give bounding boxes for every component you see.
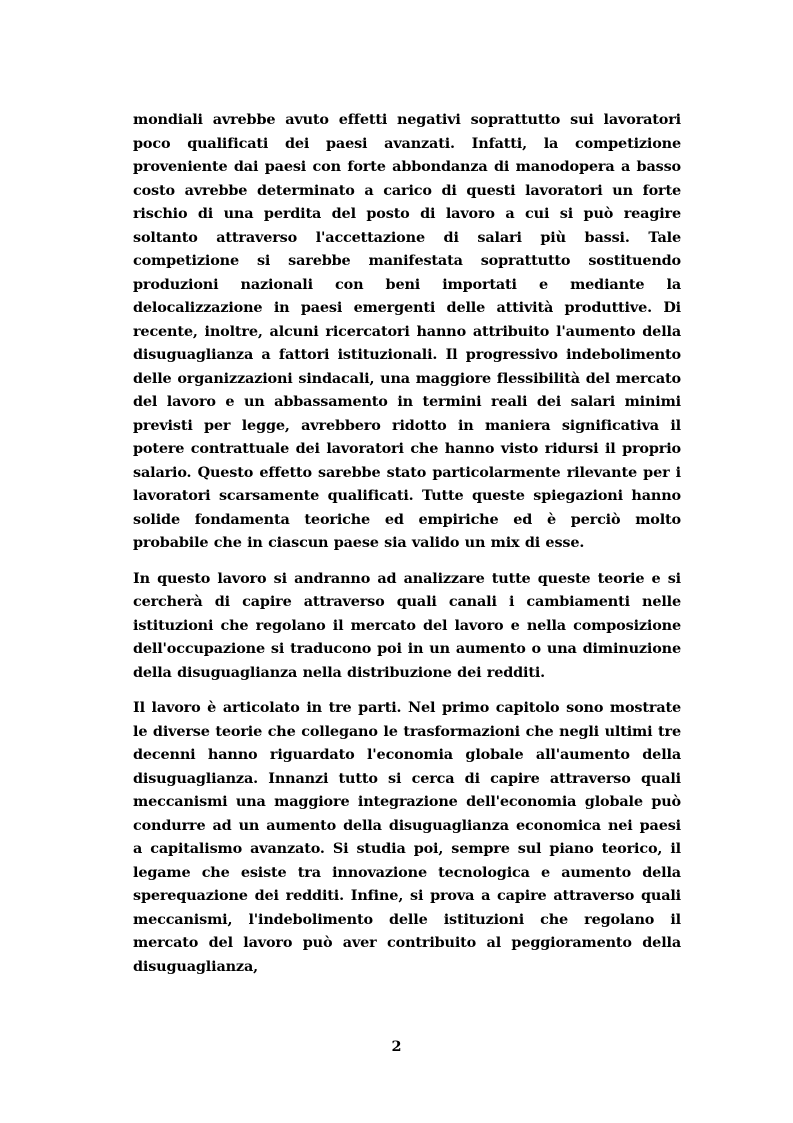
paragraph: mondiali avrebbe avuto effetti negativi soprattutto sui lavoratori poco qualificati dei paesi avanzati. Infatti, la competizione proveniente dai paesi con forte abbondanza di manodopera a basso costo avrebbe determinato a carico di questi lavoratori un forte rischio di una perdita del posto di lavoro a cui si può reagire soltanto attraverso l'accettazione di salari più bassi. Tale competizione si sarebbe manifestata soprattutto sostituendo produzioni nazionali con beni importati e mediante la delocalizzazione in paesi emergenti delle attività produttive. Di recente, inoltre, alcuni ricercatori hanno attribuito l'aumento della disuguaglianza a fattori istituzionali. Il progressivo indebolimento delle organizzazioni sindacali, una maggiore flessibilità del mercato del lavoro e un abbassamento in termini reali dei salari minimi previsti per legge, avrebbero ridotto in maniera significativa il potere contrattuale dei lavoratori che hanno visto ridursi il proprio salario. Questo effetto sarebbe stato particolarmente rilevante per i lavoratori scarsamente qualificati. Tutte queste spiegazioni hanno solide fondamenta teoriche ed empiriche ed è perciò molto probabile che in ciascun paese sia valido un mix di esse. [133, 111, 681, 551]
page-number: 2 [391, 1038, 402, 1055]
paragraph: Il lavoro è articolato in tre parti. Nel primo capitolo sono mostrate le diverse teorie che collegano le trasformazioni che negli ultimi tre decenni hanno riguardato l'economia globale all'aumento della disuguaglianza. Innanzi tutto si cerca di capire attraverso quali meccanismi una maggiore integrazione dell'economia globale può condurre ad un aumento della disuguaglianza economica nei paesi a capitalismo avanzato. Si studia poi, sempre sul piano teorico, il legame che esiste tra innovazione tecnologica e aumento della sperequazione dei redditi. Infine, si prova a capire attraverso quali meccanismi, l'indebolimento delle istituzioni che regolano il mercato del lavoro può aver contribuito al peggioramento della disuguaglianza, [133, 699, 681, 975]
paragraph: In questo lavoro si andranno ad analizzare tutte queste teorie e si cercherà di capire attraverso quali canali i cambiamenti nelle istituzioni che regolano il mercato del lavoro e nella composizione dell'occupazione si traducono poi in un aumento o una diminuzione della disuguaglianza nella distribuzione dei redditi. [133, 569, 681, 681]
body-text [133, 108, 681, 990]
